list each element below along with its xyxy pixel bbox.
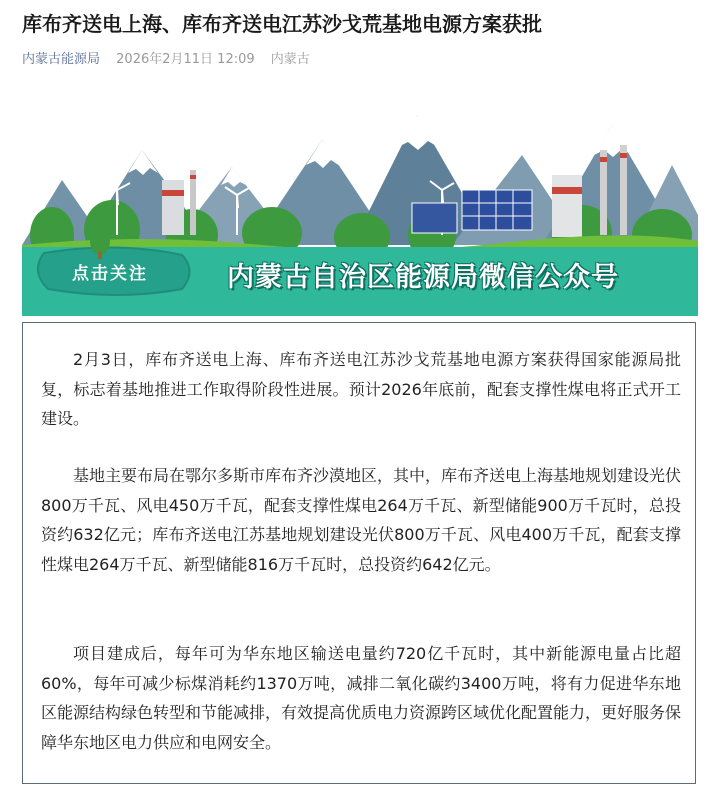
article-meta	[22, 51, 310, 69]
paragraph-2: 基地主要布局在鄂尔多斯市库布齐沙漠地区，其中，库布齐送电上海基地规划建设光伏800万千瓦、风电450万千瓦，配套支撑性煤电264万千瓦、新型储能900万千瓦时，总投资约632亿元；库布齐送电江苏基地规划建设光伏800万千瓦、风电400万千瓦，配套支撑性煤电264万千瓦、新型储能816万千瓦时，总投资约642亿元。	[41, 466, 682, 574]
article-body	[22, 322, 696, 784]
publish-location: 内蒙古	[270, 52, 310, 67]
account-name-label: 内蒙古自治区能源局微信公众号	[227, 262, 619, 293]
follow-banner[interactable]	[22, 95, 698, 316]
publish-time: 2026年2月11日 12:09	[116, 52, 255, 67]
source-link[interactable]: 内蒙古能源局	[22, 52, 101, 67]
paragraph-3: 项目建成后，每年可为华东地区输送电量约720亿千瓦时，其中新能源电量占比超60%，每年可减少标煤消耗约1370万吨，减排二氧化碳约3400万吨，将有力促进华东地区能源结构绿色转型和节能减排，有效提高优质电力资源跨区域优化配置能力，更好服务保障华东地区电力供应和电网安全。	[41, 644, 682, 752]
article-title: 库布齐送电上海、库布齐送电江苏沙戈荒基地电源方案获批	[22, 12, 542, 36]
follow-bubble	[38, 247, 190, 295]
paragraph-1: 2月3日，库布齐送电上海、库布齐送电江苏沙戈荒基地电源方案获得国家能源局批复，标志着基地推进工作取得阶段性进展。预计2026年底前，配套支撑性煤电将正式开工建设。	[41, 350, 681, 428]
follow-label[interactable]: 点击关注	[72, 264, 148, 284]
banner-illustration	[22, 95, 698, 316]
